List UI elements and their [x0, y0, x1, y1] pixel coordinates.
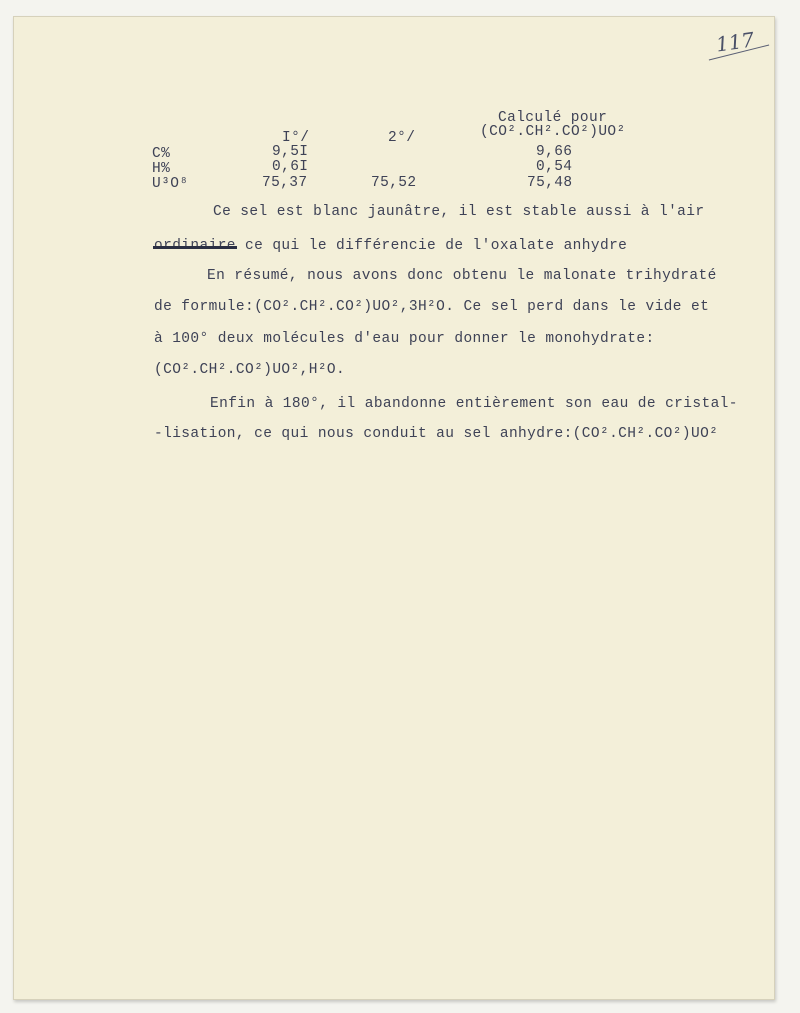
struck-word: ordinaire — [154, 238, 236, 254]
folio-number: 117 — [714, 27, 756, 57]
row-hydrogen-col1: 0,6I — [272, 159, 309, 175]
paragraph-3-line-1: Enfin à 180°, il abandonne entièrement son eau de cristal- — [210, 396, 738, 412]
row-hydrogen-calc: 0,54 — [536, 159, 573, 175]
row-label-carbon: C% — [152, 146, 171, 162]
paragraph-2-line-2: de formule:(CO².CH².CO²)UO²,3H²O. Ce sel perd dans le vide et — [154, 299, 710, 315]
calc-header-line1: Calculé pour — [498, 110, 608, 126]
calc-header-line2: (CO².CH².CO²)UO² — [480, 124, 626, 140]
col2-header: 2°/ — [388, 130, 416, 146]
paragraph-2-line-3: à 100° deux molécules d'eau pour donner le monohydrate: — [154, 331, 655, 347]
row-uranium-calc: 75,48 — [527, 175, 573, 191]
row-label-hydrogen: H% — [152, 161, 171, 177]
paragraph-2-line-4: (CO².CH².CO²)UO²,H²O. — [154, 362, 346, 378]
paragraph-1-line-1: Ce sel est blanc jaunâtre, il est stable aussi à l'air — [213, 204, 705, 220]
row-uranium-col1: 75,37 — [262, 175, 308, 191]
col1-header: I°/ — [282, 130, 310, 146]
row-carbon-calc: 9,66 — [536, 144, 573, 160]
row-label-uranium-oxide: U³O⁸ — [152, 176, 189, 192]
paragraph-1-line-2-rest: ce qui le différencie de l'oxalate anhydre — [235, 238, 628, 254]
paragraph-2-line-1: En résumé, nous avons donc obtenu le malonate trihydraté — [207, 268, 717, 284]
paragraph-3-line-2: -lisation, ce qui nous conduit au sel anhydre:(CO².CH².CO²)UO² — [154, 426, 719, 442]
row-uranium-col2: 75,52 — [371, 175, 417, 191]
document-page — [13, 16, 775, 1000]
paragraph-1-line-2 — [154, 238, 627, 254]
row-carbon-col1: 9,5I — [272, 144, 309, 160]
